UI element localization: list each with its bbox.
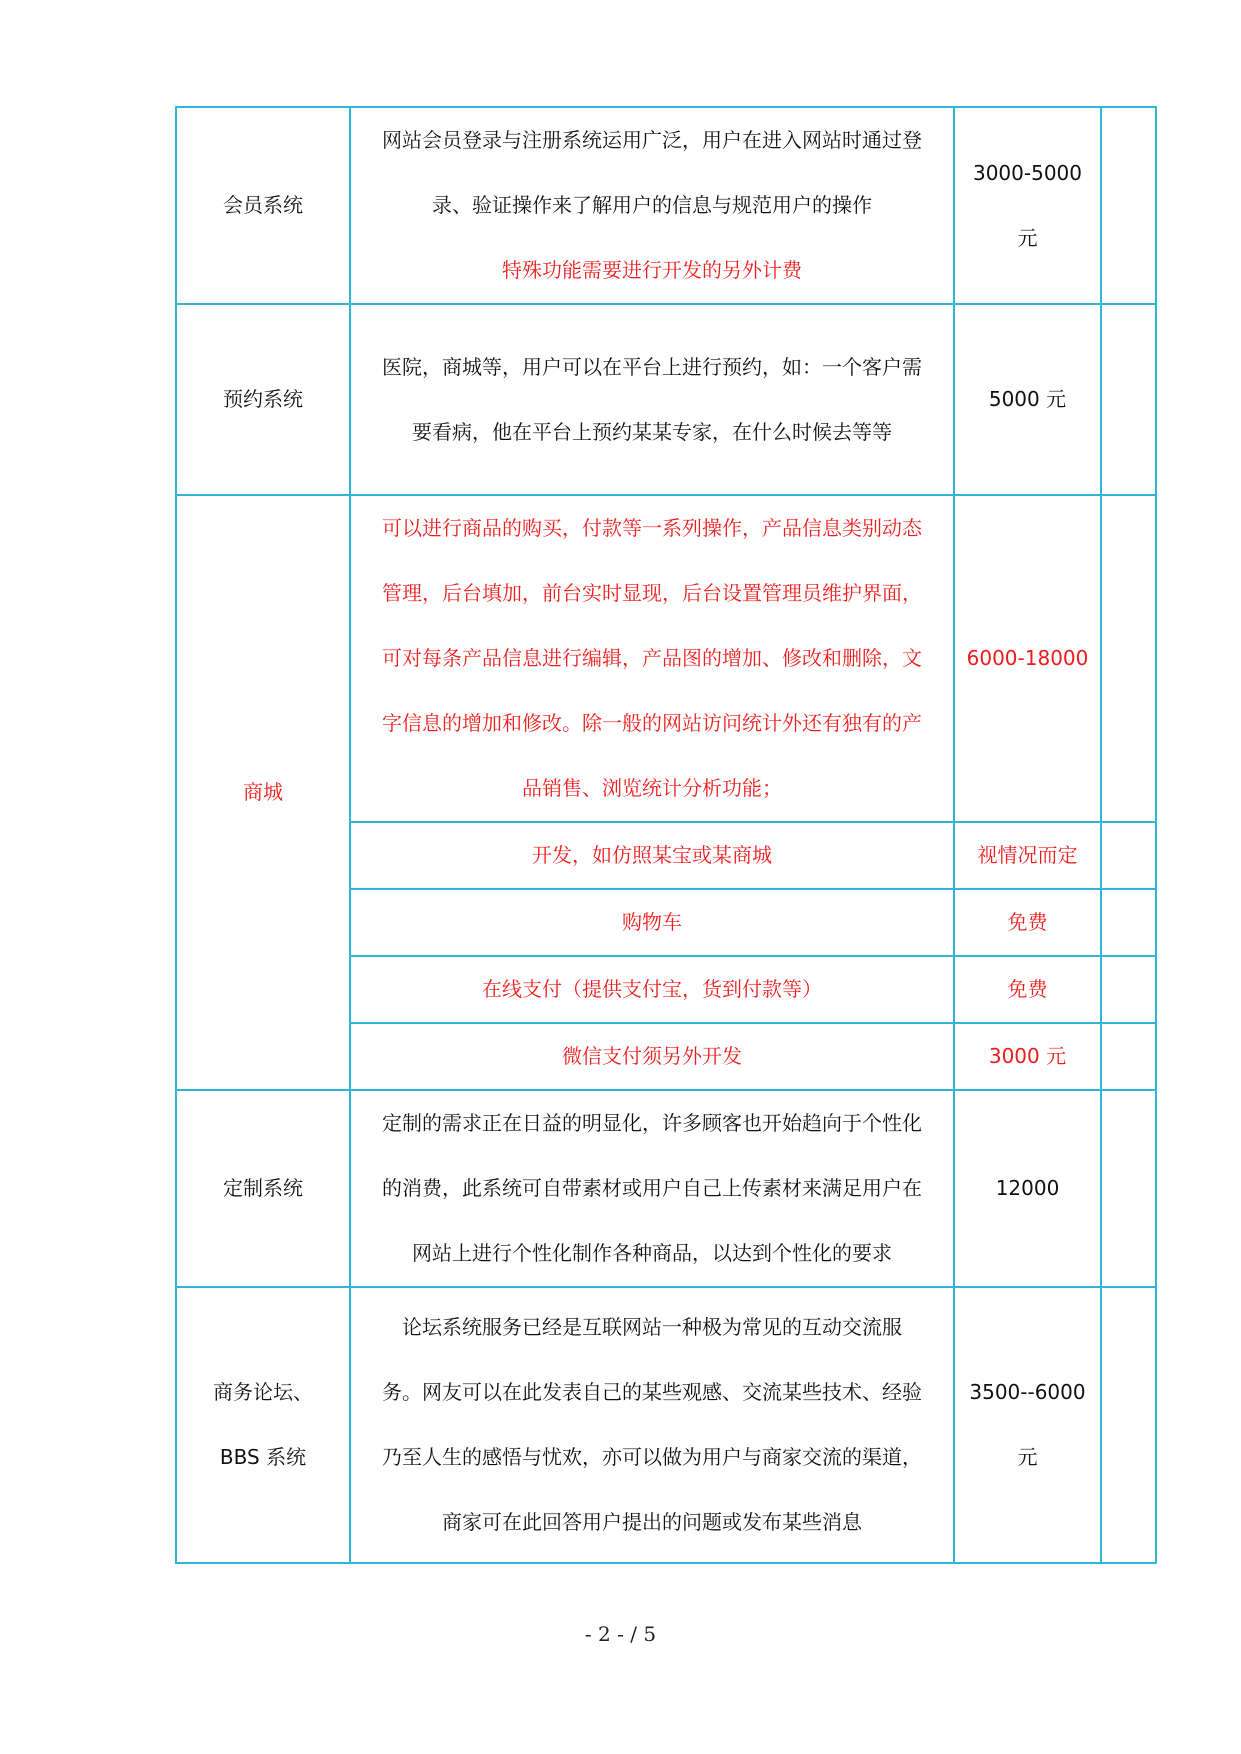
table-row-member-system	[176, 107, 1156, 304]
subrow-price: 免费	[954, 889, 1101, 956]
desc-line: 的消费，此系统可自带素材或用户自己上传素材来满足用户在	[382, 1176, 922, 1200]
page-number: - 2 - / 5	[584, 1622, 657, 1646]
subrow-price: 视情况而定	[954, 822, 1101, 889]
row-extra-cell	[1101, 822, 1156, 889]
subrow-description: 购物车	[350, 889, 954, 956]
row-extra-cell	[1101, 1090, 1156, 1287]
price-line: 元	[1017, 225, 1038, 250]
desc-line: 录、验证操作来了解用户的信息与规范用户的操作	[432, 193, 872, 217]
desc-line: 要看病，他在平台上预约某某专家，在什么时候去等等	[412, 419, 892, 444]
desc-line: 字信息的增加和修改。除一般的网站访问统计外还有独有的产	[382, 711, 922, 735]
desc-line: 网站上进行个性化制作各种商品，以达到个性化的要求	[412, 1241, 892, 1265]
row-price	[954, 1287, 1101, 1563]
price-line: 元	[1017, 1445, 1038, 1469]
row-price: 6000-18000	[954, 495, 1101, 822]
table-row-booking-system	[176, 304, 1156, 495]
name-line: BBS 系统	[219, 1445, 307, 1469]
pricing-table	[175, 106, 1157, 1564]
desc-line: 管理，后台填加，前台实时显现，后台设置管理员维护界面，	[382, 581, 922, 605]
row-extra-cell	[1101, 107, 1156, 304]
table-row-custom-system	[176, 1090, 1156, 1287]
subrow-price: 免费	[954, 956, 1101, 1023]
desc-line: 可对每条产品信息进行编辑，产品图的增加、修改和删除，文	[382, 646, 922, 670]
subrow-description: 在线支付（提供支付宝，货到付款等）	[350, 956, 954, 1023]
subrow-description: 微信支付须另外开发	[350, 1023, 954, 1090]
row-name: 预约系统	[176, 304, 350, 495]
table-row-mall	[176, 495, 1156, 822]
row-description	[350, 495, 954, 822]
desc-line: 医院，商城等，用户可以在平台上进行预约，如：一个客户需	[382, 354, 922, 379]
row-name: 商城	[176, 495, 350, 1090]
name-line: 商务论坛、	[213, 1380, 313, 1404]
row-extra-cell	[1101, 889, 1156, 956]
desc-line: 定制的需求正在日益的明显化，许多顾客也开始趋向于个性化	[382, 1111, 922, 1135]
row-extra-cell	[1101, 495, 1156, 822]
row-price	[954, 107, 1101, 304]
desc-line: 网站会员登录与注册系统运用广泛，用户在进入网站时通过登	[382, 128, 922, 152]
row-name: 会员系统	[176, 107, 350, 304]
price-line: 3500--6000	[969, 1380, 1086, 1404]
row-extra-cell	[1101, 1023, 1156, 1090]
desc-line: 务。网友可以在此发表自己的某些观感、交流某些技术、经验	[382, 1380, 922, 1404]
desc-note-red: 特殊功能需要进行开发的另外计费	[502, 258, 802, 282]
subrow-price: 3000 元	[954, 1023, 1101, 1090]
row-extra-cell	[1101, 1287, 1156, 1563]
desc-line: 品销售、浏览统计分析功能；	[522, 776, 782, 800]
row-extra-cell	[1101, 304, 1156, 495]
row-description	[350, 304, 954, 495]
row-name	[176, 1287, 350, 1563]
row-extra-cell	[1101, 956, 1156, 1023]
desc-line: 商家可在此回答用户提出的问题或发布某些消息	[442, 1510, 862, 1534]
row-name: 定制系统	[176, 1090, 350, 1287]
row-description	[350, 1090, 954, 1287]
row-description	[350, 1287, 954, 1563]
desc-line: 论坛系统服务已经是互联网站一种极为常见的互动交流服	[402, 1315, 902, 1339]
row-price: 12000	[954, 1090, 1101, 1287]
row-description	[350, 107, 954, 304]
price-line: 3000-5000	[972, 160, 1082, 185]
desc-line: 可以进行商品的购买，付款等一系列操作，产品信息类别动态	[382, 516, 922, 540]
desc-line: 乃至人生的感悟与忧欢，亦可以做为用户与商家交流的渠道，	[382, 1445, 922, 1469]
subrow-description: 开发，如仿照某宝或某商城	[350, 822, 954, 889]
table-row-forum-system	[176, 1287, 1156, 1563]
row-price: 5000 元	[954, 304, 1101, 495]
